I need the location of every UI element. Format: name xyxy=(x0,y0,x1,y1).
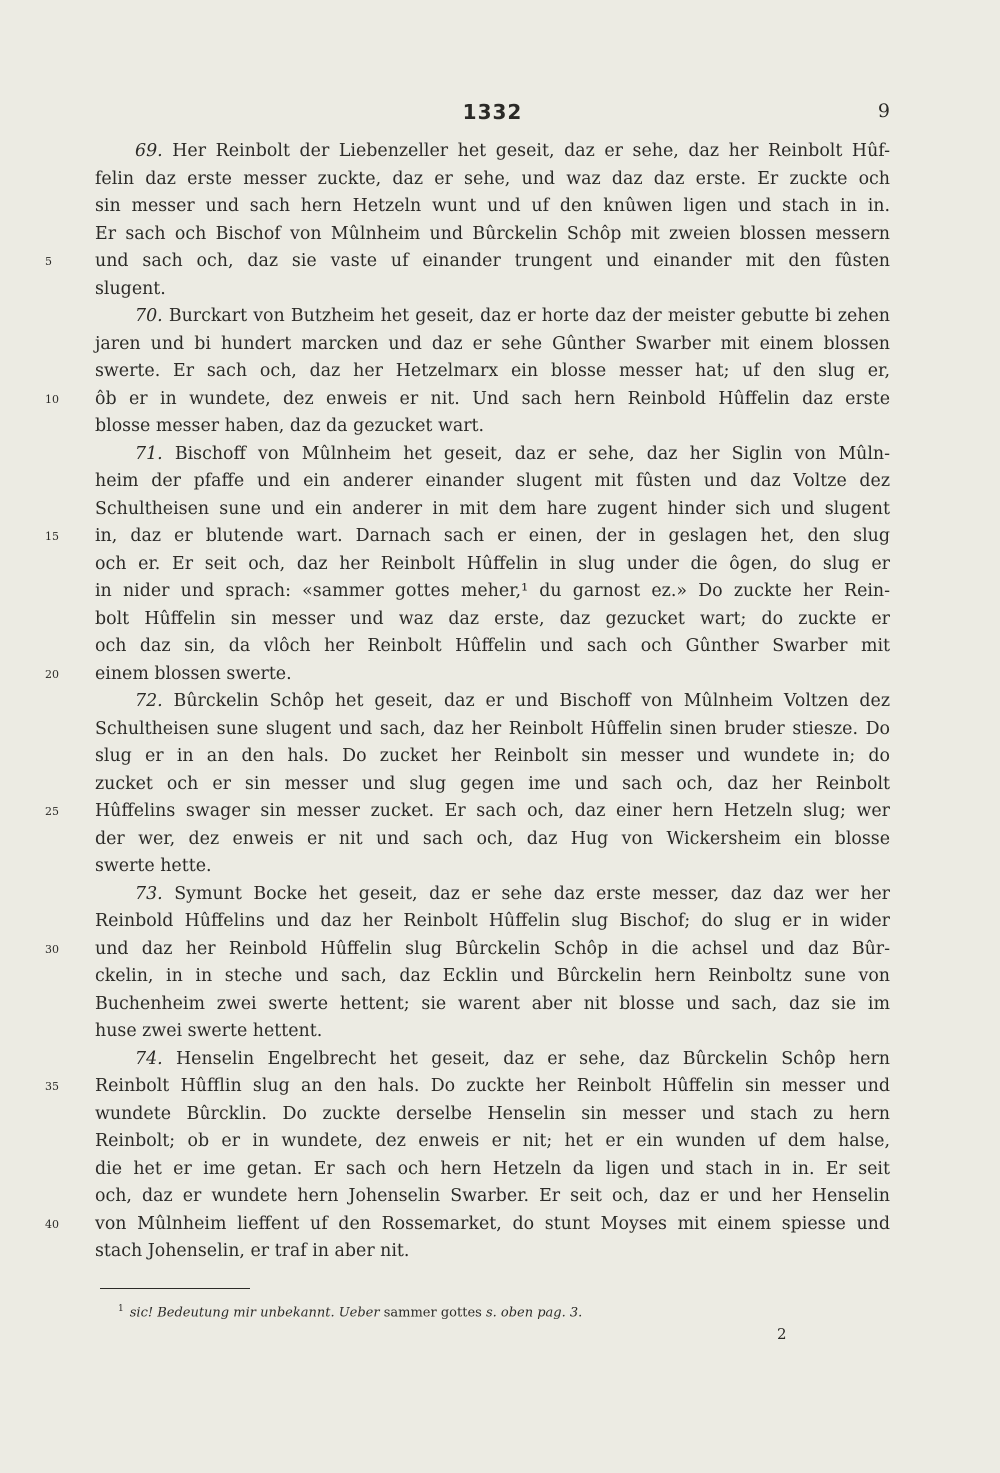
line-text: huse zwei swerte hettent. xyxy=(95,1021,323,1041)
line-text: heim der pfaffe und ein anderer einander slugent mit fûsten und daz Voltze dez xyxy=(95,471,890,491)
footnote-italic-b: s. oben pag. 3. xyxy=(485,1305,583,1321)
line-text: Hûffelins swager sin messer zucket. Er sach och, daz einer hern Hetzeln slug; wer xyxy=(95,801,890,821)
text-line xyxy=(95,331,890,359)
line-text: swerte. Er sach och, daz her Hetzelmarx ein blosse messer hat; uf den slug er, xyxy=(95,361,890,381)
line-text: felin daz erste messer zuckte, daz er sehe, und waz daz daz erste. Er zuckte och xyxy=(95,168,890,189)
text-line xyxy=(95,1156,890,1184)
line-text: och, daz er wundete hern Johenselin Swarber. Er seit och, daz er und her Henselin xyxy=(95,1186,890,1206)
text-line xyxy=(95,413,890,441)
text-line xyxy=(95,1238,890,1266)
line-text: und daz her Reinbold Hûffelin slug Bûrckelin Schôp in die achsel und daz Bûr- xyxy=(95,938,890,959)
section-number: 74. xyxy=(135,1048,163,1069)
line-text: slugent. xyxy=(95,278,166,299)
line-text: Reinbolt Hûfflin slug an den hals. Do zuckte her Reinbolt Hûffelin sin messer und xyxy=(95,1076,890,1096)
text-line xyxy=(95,1101,890,1129)
text-line xyxy=(95,826,890,854)
text-line xyxy=(95,1018,890,1046)
line-text: Schultheisen sune slugent und sach, daz her Reinbolt Hûffelin sinen bruder stiesze. Do xyxy=(95,718,890,739)
text-line xyxy=(95,633,890,661)
text-line xyxy=(45,523,890,551)
line-number: 35 xyxy=(45,1080,59,1093)
section-number: 72. xyxy=(135,691,163,711)
line-text: Er sach och Bischof von Mûlnheim und Bûrckelin Schôp mit zweien blossen messern xyxy=(95,223,890,244)
line-text: einem blossen swerte. xyxy=(95,663,292,684)
section-number: 70. xyxy=(135,306,163,326)
line-text: Reinbold Hûffelins und daz her Reinbolt Hûffelin slug Bischof; do slug er in wider xyxy=(95,911,890,931)
line-text: swerte hette. xyxy=(95,856,212,876)
text-line xyxy=(95,166,890,194)
page-header xyxy=(95,100,890,130)
line-text: sin messer und sach hern Hetzeln wunt und uf den knûwen ligen und stach in in. xyxy=(95,196,890,216)
text-line xyxy=(45,936,890,964)
line-text: in, daz er blutende wart. Darnach sach er einen, der in geslagen het, den slug xyxy=(95,526,890,546)
text-line xyxy=(95,743,890,771)
text-line xyxy=(95,358,890,386)
footnote-divider xyxy=(100,1288,250,1289)
line-text: slug er in an den hals. Do zucket her Reinbolt sin messer und wundete in; do xyxy=(95,746,890,766)
line-text: zucket och er sin messer und slug gegen ime und sach och, daz her Reinbolt xyxy=(95,773,890,794)
line-text: och daz sin, da vlôch her Reinbolt Hûffelin und sach och Gûnther Swarber mit xyxy=(95,636,890,656)
text-line xyxy=(95,1128,890,1156)
text-line xyxy=(95,771,890,799)
footnote-plain: sammer gottes xyxy=(379,1305,486,1321)
text-line xyxy=(95,716,890,744)
text-line xyxy=(95,688,890,716)
text-line xyxy=(95,908,890,936)
line-number: 40 xyxy=(45,1217,59,1231)
text-line xyxy=(45,1211,890,1239)
line-text: jaren und bi hundert marcken und daz er sehe Gûnther Swarber mit einem blossen xyxy=(95,333,890,354)
page-year: 1332 xyxy=(462,100,523,124)
line-text: in nider und sprach: «sammer gottes meher,¹ du garnost ez.» Do zuckte her Rein- xyxy=(95,581,890,601)
line-text: von Mûlnheim lieffent uf den Rossemarket, do stunt Moyses mit einem spiesse und xyxy=(95,1213,890,1234)
text-line xyxy=(95,963,890,991)
section-number: 71. xyxy=(135,443,163,464)
text-line xyxy=(45,248,890,276)
footnote xyxy=(118,1304,582,1320)
text-line xyxy=(95,606,890,634)
text-line xyxy=(45,386,890,414)
line-text: Reinbolt; ob er in wundete, dez enweis er nit; het er ein wunden uf dem halse, xyxy=(95,1131,890,1151)
signature-mark: 2 xyxy=(777,1325,787,1343)
line-text: wundete Bûrcklin. Do zuckte derselbe Henselin sin messer und stach zu hern xyxy=(95,1103,890,1124)
line-text: Symunt Bocke het geseit, daz er sehe daz erste messer, daz daz wer her xyxy=(162,883,890,904)
text-line xyxy=(95,221,890,249)
text-line xyxy=(95,551,890,579)
line-text: Her Reinbolt der Liebenzeller het geseit, daz er sehe, daz her Reinbolt Hûf- xyxy=(162,141,890,161)
line-text: och er. Er seit och, daz her Reinbolt Hûffelin in slug under die ôgen, do slug er xyxy=(95,553,890,574)
text-line xyxy=(95,276,890,304)
text-line xyxy=(45,661,890,689)
line-number: 25 xyxy=(45,805,59,818)
line-text: stach Johenselin, er traf in aber nit. xyxy=(95,1241,410,1261)
document-body xyxy=(45,138,890,1266)
line-text: der wer, dez enweis er nit und sach och, daz Hug von Wickersheim ein blosse xyxy=(95,828,890,849)
text-line xyxy=(95,1046,890,1074)
text-line xyxy=(95,853,890,881)
line-text: bolt Hûffelin sin messer und waz daz erste, daz gezucket wart; do zuckte er xyxy=(95,608,890,629)
line-number: 15 xyxy=(45,530,59,543)
text-line xyxy=(95,441,890,469)
line-text: Bischoff von Mûlnheim het geseit, daz er sehe, daz her Siglin von Mûln- xyxy=(162,443,890,464)
line-number: 20 xyxy=(45,667,59,681)
footnote-italic-a: sic! Bedeutung mir unbekannt. Ueber xyxy=(129,1305,380,1321)
line-text: Schultheisen sune und ein anderer in mit dem hare zugent hinder sich und slugent xyxy=(95,498,890,519)
line-text: blosse messer haben, daz da gezucket wart. xyxy=(95,416,485,436)
line-text: die het er ime getan. Er sach och hern Hetzeln da ligen und stach in in. Er seit xyxy=(95,1158,890,1179)
page-number: 9 xyxy=(877,100,890,122)
section-number: 69. xyxy=(135,141,163,161)
line-text: Henselin Engelbrecht het geseit, daz er sehe, daz Bûrckelin Schôp hern xyxy=(162,1048,890,1069)
line-number: 30 xyxy=(45,942,59,956)
text-line xyxy=(95,303,890,331)
line-number: 5 xyxy=(45,255,52,268)
line-text: ckelin, in in steche und sach, daz Ecklin und Bûrckelin hern Reinboltz sune von xyxy=(95,966,890,986)
text-line xyxy=(95,881,890,909)
text-line xyxy=(45,798,890,826)
line-text: und sach och, daz sie vaste uf einander trungent und einander mit den fûsten xyxy=(95,251,890,271)
line-text: Buchenheim zwei swerte hettent; sie warent aber nit blosse und sach, daz sie im xyxy=(95,993,890,1014)
footnote-mark: 1 xyxy=(118,1304,124,1314)
line-number: 10 xyxy=(45,392,59,406)
line-text: Bûrckelin Schôp het geseit, daz er und Bischoff von Mûlnheim Voltzen dez xyxy=(162,691,890,711)
text-line xyxy=(95,468,890,496)
text-line xyxy=(95,991,890,1019)
text-line xyxy=(95,578,890,606)
text-line xyxy=(95,496,890,524)
line-text: ôb er in wundete, dez enweis er nit. Und sach hern Reinbold Hûffelin daz erste xyxy=(95,388,890,409)
text-line xyxy=(95,193,890,221)
text-line xyxy=(95,138,890,166)
text-line xyxy=(95,1183,890,1211)
line-text: Burckart von Butzheim het geseit, daz er horte daz der meister gebutte bi zehen xyxy=(162,306,890,326)
text-line xyxy=(45,1073,890,1101)
section-number: 73. xyxy=(135,883,163,904)
